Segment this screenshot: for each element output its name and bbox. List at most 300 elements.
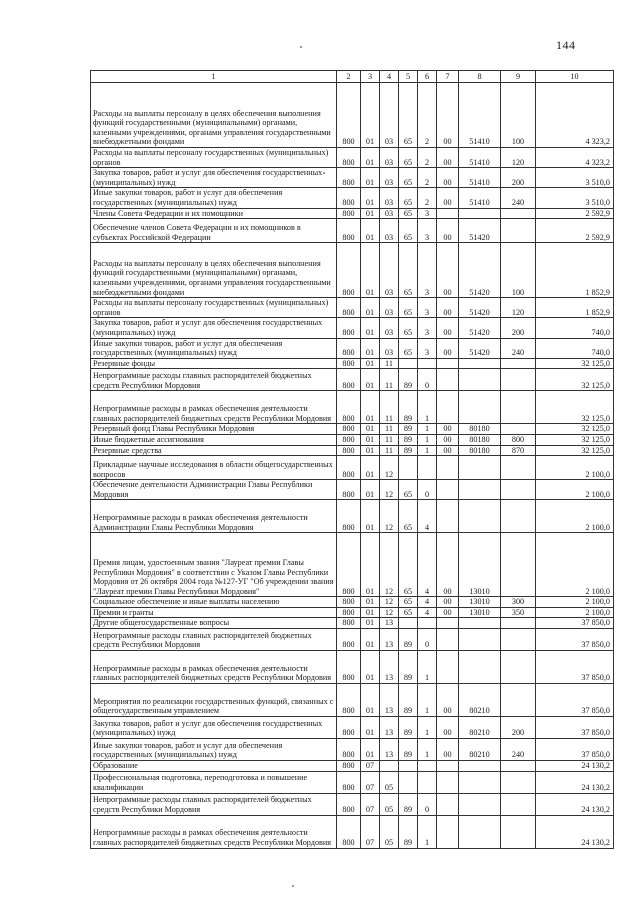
code-cell-9: 240 (501, 338, 536, 358)
header-cell-2: 2 (337, 71, 361, 83)
amount-cell: 24 130,2 (536, 761, 614, 772)
code-cell-5: 89 (399, 815, 418, 848)
code-cell-6: 0 (418, 793, 437, 815)
amount-cell: 24 130,2 (536, 771, 614, 793)
table-row (91, 480, 614, 500)
code-cell-7: 00 (437, 219, 459, 243)
code-cell-3: 01 (361, 739, 380, 761)
code-cell-3: 01 (361, 717, 380, 739)
code-cell-5: 65 (399, 243, 418, 298)
code-cell-3: 01 (361, 424, 380, 435)
code-cell-3: 01 (361, 208, 380, 219)
header-cell-6: 6 (418, 71, 437, 83)
code-cell-4: 05 (380, 771, 399, 793)
code-cell-6: 1 (418, 445, 437, 456)
row-name-cell: Непрограммные расходы главных распорядителей бюджетных средств Республики Мордовия (91, 629, 337, 651)
code-cell-2: 800 (337, 434, 361, 445)
amount-cell: 2 100,0 (536, 500, 614, 533)
code-cell-5: 89 (399, 717, 418, 739)
code-cell-8: 51420 (459, 243, 501, 298)
code-cell-4: 12 (380, 456, 399, 480)
code-cell-7: 00 (437, 434, 459, 445)
code-cell-6 (418, 771, 437, 793)
amount-cell: 32 125,0 (536, 424, 614, 435)
code-cell-9 (501, 815, 536, 848)
amount-cell: 37 850,0 (536, 684, 614, 717)
amount-cell: 2 100,0 (536, 597, 614, 608)
table-row (91, 338, 614, 358)
code-cell-6: 3 (418, 243, 437, 298)
code-cell-7 (437, 358, 459, 369)
code-cell-8 (459, 208, 501, 219)
header-cell-5: 5 (399, 71, 418, 83)
code-cell-9 (501, 456, 536, 480)
code-cell-2: 800 (337, 338, 361, 358)
amount-cell: 740,0 (536, 338, 614, 358)
code-cell-2: 800 (337, 739, 361, 761)
code-cell-9: 870 (501, 445, 536, 456)
table-row (91, 456, 614, 480)
row-name-cell: Иные закупки товаров, работ и услуг для обеспечения государственных (муниципальных) нужд (91, 338, 337, 358)
code-cell-9: 200 (501, 318, 536, 338)
code-cell-6: 2 (418, 148, 437, 168)
amount-cell: 37 850,0 (536, 629, 614, 651)
code-cell-3: 01 (361, 480, 380, 500)
code-cell-5: 89 (399, 424, 418, 435)
code-cell-7: 00 (437, 607, 459, 618)
code-cell-5: 65 (399, 607, 418, 618)
row-name-cell: Премия лицам, удостоенным звания "Лауреат премии Главы Республики Мордовия" в соответствии с Указом Главы Республики Мордовия от 26 октября 2004 года №127-УГ "Об учреждении звания "Лауреат премии Главы Республики Мордовия" (91, 533, 337, 597)
code-cell-5: 65 (399, 597, 418, 608)
table-row (91, 168, 614, 188)
code-cell-5: 89 (399, 739, 418, 761)
code-cell-8 (459, 618, 501, 629)
code-cell-3: 01 (361, 533, 380, 597)
table-row (91, 629, 614, 651)
code-cell-9: 240 (501, 188, 536, 208)
code-cell-2: 800 (337, 761, 361, 772)
row-name-cell: Непрограммные расходы главных распорядителей бюджетных средств Республики Мордовия (91, 793, 337, 815)
code-cell-4: 11 (380, 434, 399, 445)
table-row (91, 597, 614, 608)
table-row (91, 148, 614, 168)
code-cell-9 (501, 369, 536, 391)
code-cell-6 (418, 761, 437, 772)
code-cell-5: 89 (399, 391, 418, 424)
amount-cell: 4 323,2 (536, 83, 614, 148)
code-cell-8 (459, 369, 501, 391)
table-body (91, 71, 614, 849)
code-cell-6: 3 (418, 318, 437, 338)
code-cell-8 (459, 771, 501, 793)
code-cell-2: 800 (337, 369, 361, 391)
table-row (91, 771, 614, 793)
code-cell-2: 800 (337, 188, 361, 208)
code-cell-4: 03 (380, 148, 399, 168)
code-cell-2: 800 (337, 771, 361, 793)
code-cell-3: 01 (361, 369, 380, 391)
row-name-cell: Обеспечение деятельности Администрации Главы Республики Мордовия (91, 480, 337, 500)
code-cell-4: 12 (380, 533, 399, 597)
code-cell-5: 89 (399, 793, 418, 815)
code-cell-6: 4 (418, 533, 437, 597)
amount-cell: 740,0 (536, 318, 614, 338)
code-cell-8 (459, 480, 501, 500)
amount-cell: 32 125,0 (536, 445, 614, 456)
code-cell-7: 00 (437, 148, 459, 168)
row-name-cell: Непрограммные расходы в рамках обеспечения деятельности главных распорядителей бюджетных средств Республики Мордовия (91, 651, 337, 684)
code-cell-3: 01 (361, 318, 380, 338)
code-cell-9: 300 (501, 597, 536, 608)
table-row (91, 188, 614, 208)
code-cell-5: 89 (399, 629, 418, 651)
code-cell-5 (399, 358, 418, 369)
code-cell-4: 03 (380, 338, 399, 358)
code-cell-2: 800 (337, 533, 361, 597)
amount-cell: 37 850,0 (536, 651, 614, 684)
code-cell-5: 65 (399, 208, 418, 219)
code-cell-8 (459, 651, 501, 684)
code-cell-6: 4 (418, 607, 437, 618)
code-cell-6: 2 (418, 188, 437, 208)
header-cell-3: 3 (361, 71, 380, 83)
code-cell-7: 00 (437, 338, 459, 358)
code-cell-5 (399, 456, 418, 480)
code-cell-6: 0 (418, 369, 437, 391)
code-cell-5: 65 (399, 480, 418, 500)
code-cell-8: 80210 (459, 717, 501, 739)
code-cell-7 (437, 618, 459, 629)
code-cell-6: 3 (418, 338, 437, 358)
code-cell-3: 07 (361, 793, 380, 815)
code-cell-9: 200 (501, 717, 536, 739)
code-cell-5: 65 (399, 148, 418, 168)
code-cell-4: 12 (380, 480, 399, 500)
code-cell-6: 0 (418, 480, 437, 500)
code-cell-9 (501, 684, 536, 717)
code-cell-5: 65 (399, 219, 418, 243)
code-cell-4: 13 (380, 629, 399, 651)
code-cell-6: 1 (418, 684, 437, 717)
code-cell-4: 03 (380, 243, 399, 298)
table-header-row (91, 71, 614, 83)
code-cell-2: 800 (337, 148, 361, 168)
amount-cell: 32 125,0 (536, 358, 614, 369)
row-name-cell: Закупка товаров, работ и услуг для обеспечения государственных (муниципальных) нужд (91, 168, 337, 188)
code-cell-4: 03 (380, 208, 399, 219)
code-cell-5: 65 (399, 188, 418, 208)
code-cell-9 (501, 391, 536, 424)
code-cell-9: 240 (501, 739, 536, 761)
amount-cell: 2 592,9 (536, 219, 614, 243)
code-cell-9: 100 (501, 83, 536, 148)
code-cell-3: 01 (361, 500, 380, 533)
code-cell-6: 0 (418, 629, 437, 651)
code-cell-3: 01 (361, 597, 380, 608)
code-cell-7 (437, 369, 459, 391)
row-name-cell: Прикладные научные исследования в области общегосударственных вопросов (91, 456, 337, 480)
code-cell-4: 13 (380, 739, 399, 761)
code-cell-3: 01 (361, 434, 380, 445)
code-cell-4: 13 (380, 684, 399, 717)
code-cell-9 (501, 500, 536, 533)
code-cell-7: 00 (437, 318, 459, 338)
code-cell-7 (437, 793, 459, 815)
code-cell-7 (437, 208, 459, 219)
code-cell-2: 800 (337, 391, 361, 424)
code-cell-7: 00 (437, 188, 459, 208)
code-cell-2: 800 (337, 243, 361, 298)
code-cell-8: 80180 (459, 434, 501, 445)
budget-table (90, 70, 614, 849)
code-cell-7 (437, 629, 459, 651)
row-name-cell: Мероприятия по реализации государственных функций, связанных с общегосударственным управлением (91, 684, 337, 717)
code-cell-5 (399, 771, 418, 793)
code-cell-2: 800 (337, 717, 361, 739)
header-cell-7: 7 (437, 71, 459, 83)
code-cell-8: 51420 (459, 338, 501, 358)
row-name-cell: Закупка товаров, работ и услуг для обеспечения государственных (муниципальных) нужд (91, 318, 337, 338)
code-cell-3: 01 (361, 188, 380, 208)
code-cell-9 (501, 793, 536, 815)
header-cell-4: 4 (380, 71, 399, 83)
code-cell-8 (459, 456, 501, 480)
code-cell-7: 00 (437, 424, 459, 435)
table-row (91, 618, 614, 629)
table-row (91, 761, 614, 772)
code-cell-4: 13 (380, 717, 399, 739)
code-cell-4: 11 (380, 391, 399, 424)
code-cell-4: 12 (380, 597, 399, 608)
header-cell-1: 1 (91, 71, 337, 83)
row-name-cell: Непрограммные расходы в рамках обеспечения деятельности главных распорядителей бюджетных средств Республики Мордовия (91, 815, 337, 848)
code-cell-3: 01 (361, 445, 380, 456)
code-cell-6: 3 (418, 208, 437, 219)
code-cell-3: 01 (361, 219, 380, 243)
header-cell-9: 9 (501, 71, 536, 83)
code-cell-9 (501, 208, 536, 219)
code-cell-4 (380, 761, 399, 772)
code-cell-3: 01 (361, 83, 380, 148)
code-cell-7: 00 (437, 717, 459, 739)
row-name-cell: Непрограммные расходы главных распорядителей бюджетных средств Республики Мордовия (91, 369, 337, 391)
table-row (91, 83, 614, 148)
code-cell-6: 4 (418, 597, 437, 608)
row-name-cell: Резервные средства (91, 445, 337, 456)
code-cell-4: 03 (380, 168, 399, 188)
row-name-cell: Расходы на выплаты персоналу государственных (муниципальных) органов (91, 298, 337, 318)
amount-cell: 37 850,0 (536, 618, 614, 629)
row-name-cell: Профессиональная подготовка, переподготовка и повышение квалификации (91, 771, 337, 793)
row-name-cell: Резервный фонд Главы Республики Мордовия (91, 424, 337, 435)
code-cell-5: 65 (399, 168, 418, 188)
code-cell-4: 11 (380, 445, 399, 456)
code-cell-4: 05 (380, 815, 399, 848)
code-cell-8: 51420 (459, 318, 501, 338)
code-cell-7 (437, 651, 459, 684)
code-cell-5: 89 (399, 434, 418, 445)
code-cell-7: 00 (437, 597, 459, 608)
amount-cell: 3 510,0 (536, 188, 614, 208)
code-cell-7: 00 (437, 243, 459, 298)
code-cell-9: 350 (501, 607, 536, 618)
table-row (91, 358, 614, 369)
amount-cell: 24 130,2 (536, 793, 614, 815)
code-cell-2: 800 (337, 456, 361, 480)
amount-cell: 32 125,0 (536, 369, 614, 391)
table-row (91, 607, 614, 618)
code-cell-8: 51410 (459, 168, 501, 188)
code-cell-8 (459, 629, 501, 651)
code-cell-2: 800 (337, 618, 361, 629)
amount-cell: 2 592,9 (536, 208, 614, 219)
code-cell-4: 03 (380, 298, 399, 318)
code-cell-7: 00 (437, 739, 459, 761)
code-cell-4: 03 (380, 83, 399, 148)
amount-cell: 2 100,0 (536, 456, 614, 480)
header-cell-8: 8 (459, 71, 501, 83)
code-cell-3: 01 (361, 391, 380, 424)
code-cell-8: 13010 (459, 607, 501, 618)
code-cell-7 (437, 761, 459, 772)
page-number: 144 (556, 38, 576, 52)
code-cell-5: 65 (399, 298, 418, 318)
code-cell-2: 800 (337, 607, 361, 618)
header-cell-10: 10 (536, 71, 614, 83)
code-cell-2: 800 (337, 500, 361, 533)
code-cell-3: 07 (361, 761, 380, 772)
code-cell-4: 03 (380, 219, 399, 243)
code-cell-2: 800 (337, 597, 361, 608)
code-cell-7: 00 (437, 445, 459, 456)
amount-cell: 24 130,2 (536, 815, 614, 848)
code-cell-7 (437, 771, 459, 793)
amount-cell: 2 100,0 (536, 480, 614, 500)
code-cell-6: 1 (418, 651, 437, 684)
code-cell-8: 51420 (459, 219, 501, 243)
code-cell-3: 01 (361, 684, 380, 717)
code-cell-6: 1 (418, 717, 437, 739)
row-name-cell: Расходы на выплаты персоналу государственных (муниципальных) органов (91, 148, 337, 168)
amount-cell: 4 323,2 (536, 148, 614, 168)
code-cell-9 (501, 219, 536, 243)
code-cell-4: 13 (380, 618, 399, 629)
code-cell-4: 05 (380, 793, 399, 815)
code-cell-6: 4 (418, 500, 437, 533)
code-cell-5: 89 (399, 445, 418, 456)
code-cell-8: 80180 (459, 445, 501, 456)
code-cell-2: 800 (337, 219, 361, 243)
code-cell-2: 800 (337, 684, 361, 717)
code-cell-8: 80180 (459, 424, 501, 435)
code-cell-2: 800 (337, 208, 361, 219)
code-cell-4: 11 (380, 424, 399, 435)
code-cell-7 (437, 391, 459, 424)
code-cell-6: 1 (418, 391, 437, 424)
code-cell-7: 00 (437, 533, 459, 597)
code-cell-9 (501, 618, 536, 629)
code-cell-2: 800 (337, 629, 361, 651)
row-name-cell: Расходы на выплаты персоналу в целях обеспечения выполнения функций государственными (муниципальными) органами, казенными учреждениями, органами управления государственными внебюджетными фондами (91, 83, 337, 148)
code-cell-7: 00 (437, 298, 459, 318)
code-cell-8 (459, 761, 501, 772)
code-cell-8 (459, 793, 501, 815)
code-cell-3: 01 (361, 168, 380, 188)
table-row (91, 424, 614, 435)
code-cell-5 (399, 761, 418, 772)
code-cell-3: 01 (361, 651, 380, 684)
table-row (91, 717, 614, 739)
amount-cell: 2 100,0 (536, 607, 614, 618)
code-cell-9 (501, 358, 536, 369)
table-row (91, 298, 614, 318)
code-cell-6: 1 (418, 815, 437, 848)
code-cell-2: 800 (337, 651, 361, 684)
code-cell-3: 01 (361, 607, 380, 618)
code-cell-6: 1 (418, 739, 437, 761)
code-cell-8: 80210 (459, 739, 501, 761)
code-cell-8 (459, 391, 501, 424)
code-cell-6: 3 (418, 298, 437, 318)
table-row (91, 208, 614, 219)
code-cell-2: 800 (337, 424, 361, 435)
table-row (91, 391, 614, 424)
table-row (91, 243, 614, 298)
row-name-cell: Резервные фонды (91, 358, 337, 369)
table-row (91, 739, 614, 761)
amount-cell: 2 100,0 (536, 533, 614, 597)
code-cell-9: 200 (501, 168, 536, 188)
code-cell-6: 1 (418, 434, 437, 445)
code-cell-9: 800 (501, 434, 536, 445)
code-cell-2: 800 (337, 480, 361, 500)
table-row (91, 533, 614, 597)
code-cell-2: 800 (337, 445, 361, 456)
amount-cell: 1 852,9 (536, 243, 614, 298)
row-name-cell: Члены Совета Федерации и их помощники (91, 208, 337, 219)
row-name-cell: Иные закупки товаров, работ и услуг для обеспечения государственных (муниципальных) нужд (91, 739, 337, 761)
code-cell-7: 00 (437, 83, 459, 148)
code-cell-3: 01 (361, 298, 380, 318)
row-name-cell: Расходы на выплаты персоналу в целях обеспечения выполнения функций государственными (муниципальными) органами, казенными учреждениями, органами управления государственными внебюджетными фондами (91, 243, 337, 298)
row-name-cell: Непрограммные расходы в рамках обеспечения деятельности Администрации Главы Республики Мордовия (91, 500, 337, 533)
code-cell-5: 65 (399, 500, 418, 533)
code-cell-8: 80210 (459, 684, 501, 717)
amount-cell: 1 852,9 (536, 298, 614, 318)
code-cell-8 (459, 500, 501, 533)
code-cell-8: 13010 (459, 533, 501, 597)
code-cell-9 (501, 651, 536, 684)
row-name-cell: Закупка товаров, работ и услуг для обеспечения государственных (муниципальных) нужд (91, 717, 337, 739)
code-cell-3: 07 (361, 771, 380, 793)
code-cell-7 (437, 480, 459, 500)
code-cell-8: 51410 (459, 188, 501, 208)
table-row (91, 651, 614, 684)
code-cell-9 (501, 761, 536, 772)
table-row (91, 684, 614, 717)
code-cell-7: 00 (437, 168, 459, 188)
code-cell-8: 13010 (459, 597, 501, 608)
code-cell-3: 01 (361, 618, 380, 629)
row-name-cell: Иные бюджетные ассигнования (91, 434, 337, 445)
table-row (91, 219, 614, 243)
table-row (91, 445, 614, 456)
row-name-cell: Обеспечение членов Совета Федерации и их помощников в субъектах Российской Федерации (91, 219, 337, 243)
amount-cell: 32 125,0 (536, 434, 614, 445)
code-cell-6: 3 (418, 219, 437, 243)
code-cell-5: 65 (399, 318, 418, 338)
code-cell-8 (459, 358, 501, 369)
